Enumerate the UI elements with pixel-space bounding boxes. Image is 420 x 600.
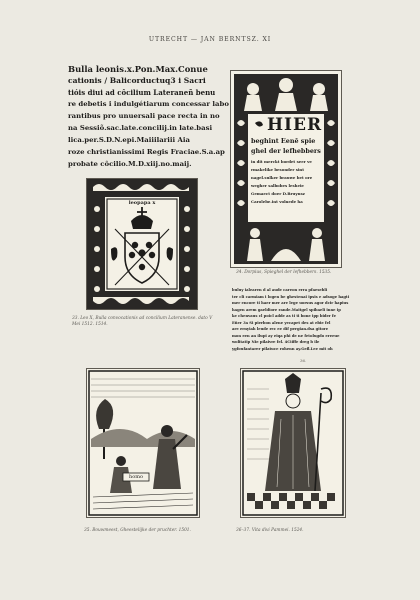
title-line: nagel.sulker brauwe bet ore xyxy=(251,175,313,180)
text-line: tióis diui ad côcilium Lateraneñ benu xyxy=(68,88,216,97)
text-line: rantibus pro unuersali pace recta in no xyxy=(68,112,220,120)
text-line: wolitatip Nie pilaivre fel. 4Ciiffe dreg b ile xyxy=(232,340,320,344)
text-line: roze christianissimi Regis Fraciae.S.a.ap xyxy=(68,148,225,156)
title-line: wegher salbobes lesheie xyxy=(251,183,304,188)
figures-woodcut xyxy=(87,369,199,517)
text-line: ter cli carmiam i logen be ghestenai ipsis e adsoge hagti xyxy=(232,294,350,299)
text-line: buluy ialearen d al aude careon erra pfaesebli xyxy=(232,288,328,292)
caption-34: 34. Dorpius, Spieghel der lefhebbers. 1535. xyxy=(236,270,332,275)
text-block-left xyxy=(68,64,229,174)
plate-34-title-page xyxy=(230,70,342,268)
ornamental-border-woodcut xyxy=(87,179,197,309)
plate-33-papal-arms xyxy=(86,178,198,310)
plate-36-bishop-saint xyxy=(240,368,346,518)
text-line: na Sessiõ.sac.late.concilij.in late.basi xyxy=(68,124,213,132)
cross-block-label: leopapa x xyxy=(117,200,167,206)
title-heading: HIER xyxy=(267,115,323,135)
text-line: ygfoufantarer pilatuce rohenn ay.Gefl.Lee mit oh xyxy=(232,346,333,351)
caption-35: 35. Bouwmeest, Gheestelijke der pruchter. 1501. xyxy=(84,528,191,533)
text-block-right xyxy=(232,288,382,358)
text-line: ke chenvaus cl poicl adde as ti ti bone ipp bider fe xyxy=(232,314,336,318)
title-line: in dit merckt bordet seer ve xyxy=(251,159,312,164)
caption-33: 33. Leo X, Bulla convocationis ad concilium Lateranense. dato V Mei 1512. 1514. xyxy=(72,316,213,327)
caption-36: 36–37. Vita divi Pammei. 1524. xyxy=(236,528,304,533)
page-mark: 36. xyxy=(300,358,307,363)
title-line: Carolebe.int volnede ha xyxy=(251,199,303,204)
title-line: beghint Eenē spie xyxy=(251,137,316,145)
saint-woodcut xyxy=(241,369,345,517)
text-line: re debetis i indulgétiarum concessar labo xyxy=(68,100,229,108)
text-line: hagen arem gaeldiore rande.Maitgel spibaeli inne ip xyxy=(232,307,341,312)
text-line: are ernyiah leude rec ee dif pergian.dsa gitore xyxy=(232,327,329,331)
text-line: Bulla leonis.x.Pon.Max.Conue xyxy=(68,64,208,74)
figure-banner-label: homo xyxy=(129,474,143,480)
text-line: cationis / Balicorductuq3 i Sacri xyxy=(68,76,206,85)
text-line: probate côcilio.M.D.xiij.no.maij. xyxy=(68,160,192,168)
title-line: Gemaect doer D.Bruynsz xyxy=(251,191,305,196)
running-header: UTRECHT — JAN BERNTSZ. XI xyxy=(148,36,272,43)
title-line: ghel der lefhebbers xyxy=(251,147,321,155)
text-line: mon een an ilupi ay eiqa phi de ne fetolugdo ereeue xyxy=(232,333,340,338)
text-line: mer encore ti haer mer are lege uorsus agor dcir hapius xyxy=(232,301,349,305)
text-line: lica.per.S.D.N.epi.Maiiilariii Aia xyxy=(68,136,190,144)
plate-35-woodcut-scene xyxy=(86,368,200,518)
text-line: Eñer 3a Si pierbon alene yecapet des at ebie fel xyxy=(232,320,331,325)
title-line: rmakelike besonder sint xyxy=(251,167,305,172)
